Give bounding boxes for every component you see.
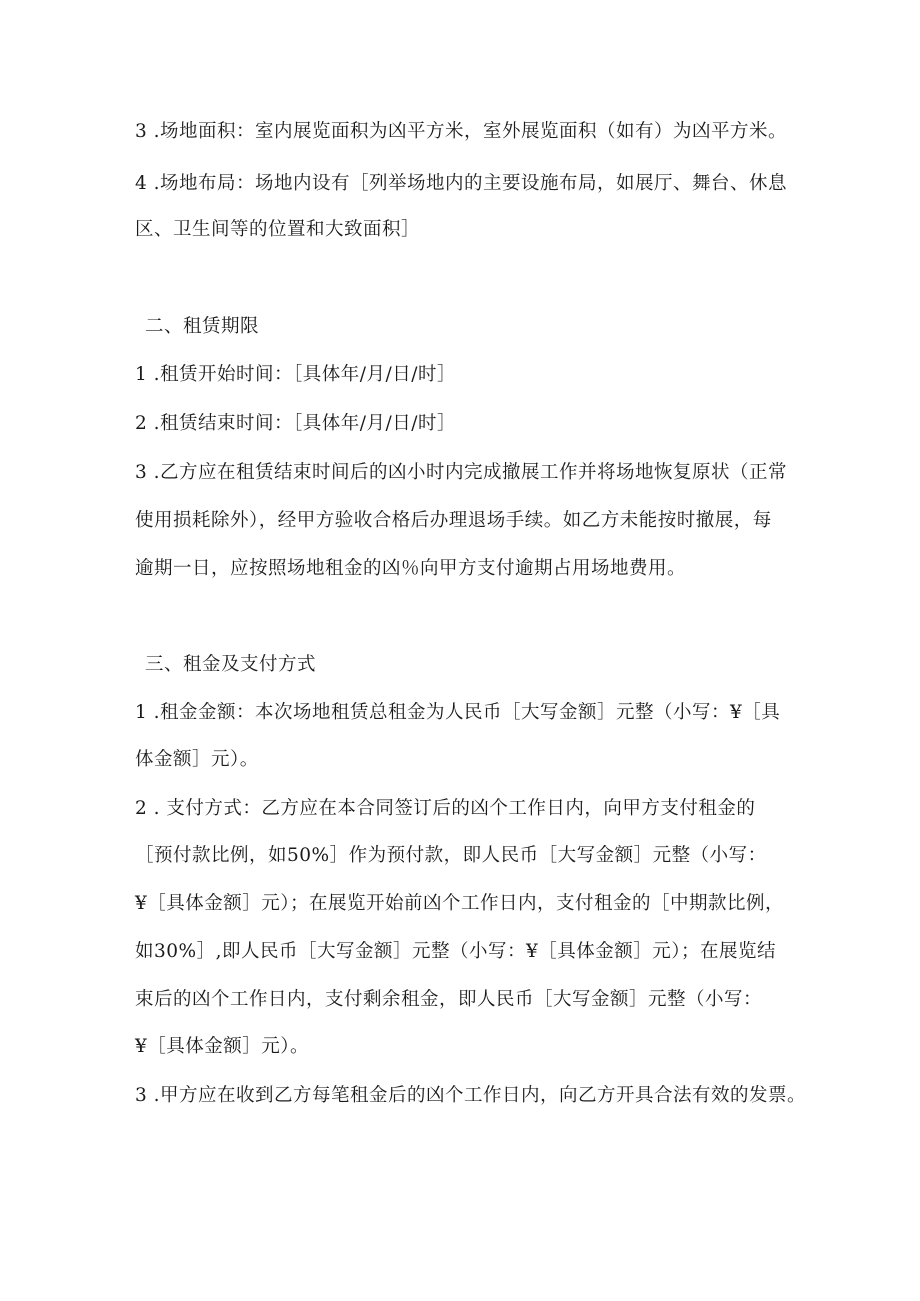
- clause-payment-method-cont-1: ［预付款比例，如50%］作为预付款，即人民币［大写金额］元整（小写：: [135, 845, 767, 866]
- clause-rent-amount-cont: 体金额］元）。: [135, 749, 259, 770]
- clause-venue-layout: 4 .场地布局：场地内设有［列举场地内的主要设施布局，如展厅、舞台、休息: [135, 173, 788, 194]
- clause-lease-start: 1 .租赁开始时间：［具体年/月/日/时］: [135, 364, 456, 385]
- section-heading-lease-term: 二、租赁期限: [145, 316, 260, 337]
- clause-payment-method: 2 . 支付方式：乙方应在本合同签订后的凶个工作日内，向甲方支付租金的: [135, 798, 756, 819]
- section-heading-rent-payment: 三、租金及支付方式: [145, 654, 317, 675]
- clause-teardown: 3 .乙方应在租赁结束时间后的凶小时内完成撤展工作并将场地恢复原状（正常: [135, 462, 788, 483]
- clause-payment-method-cont-3: 如30%］,即人民币［大写金额］元整（小写：¥［具体金额］元）；在展览结: [135, 941, 777, 962]
- clause-lease-end: 2 .租赁结束时间：［具体年/月/日/时］: [135, 413, 456, 434]
- clause-teardown-cont-2: 逾期一日，应按照场地租金的凶％向甲方支付逾期占用场地费用。: [135, 558, 687, 579]
- clause-teardown-cont-1: 使用损耗除外），经甲方验收合格后办理退场手续。如乙方未能按时撤展，每: [135, 510, 772, 531]
- clause-payment-method-cont-2: ¥［具体金额］元）；在展览开始前凶个工作日内，支付租金的［中期款比例，: [135, 893, 785, 914]
- clause-payment-method-cont-4: 束后的凶个工作日内，支付剩余租金，即人民币［大写金额］元整（小写：: [135, 989, 763, 1010]
- clause-venue-area: 3 .场地面积：室内展览面积为凶平方米，室外展览面积（如有）为凶平方米。: [135, 121, 788, 142]
- clause-venue-layout-cont: 区、卫生间等的位置和大致面积］: [135, 219, 421, 240]
- clause-payment-method-cont-5: ¥［具体金额］元）。: [135, 1036, 310, 1057]
- clause-rent-amount: 1 .租金金额：本次场地租赁总租金为人民币［大写金额］元整（小写：¥［具: [135, 702, 781, 723]
- clause-invoice: 3 .甲方应在收到乙方每笔租金后的凶个工作日内，向乙方开具合法有效的发票。: [135, 1085, 807, 1106]
